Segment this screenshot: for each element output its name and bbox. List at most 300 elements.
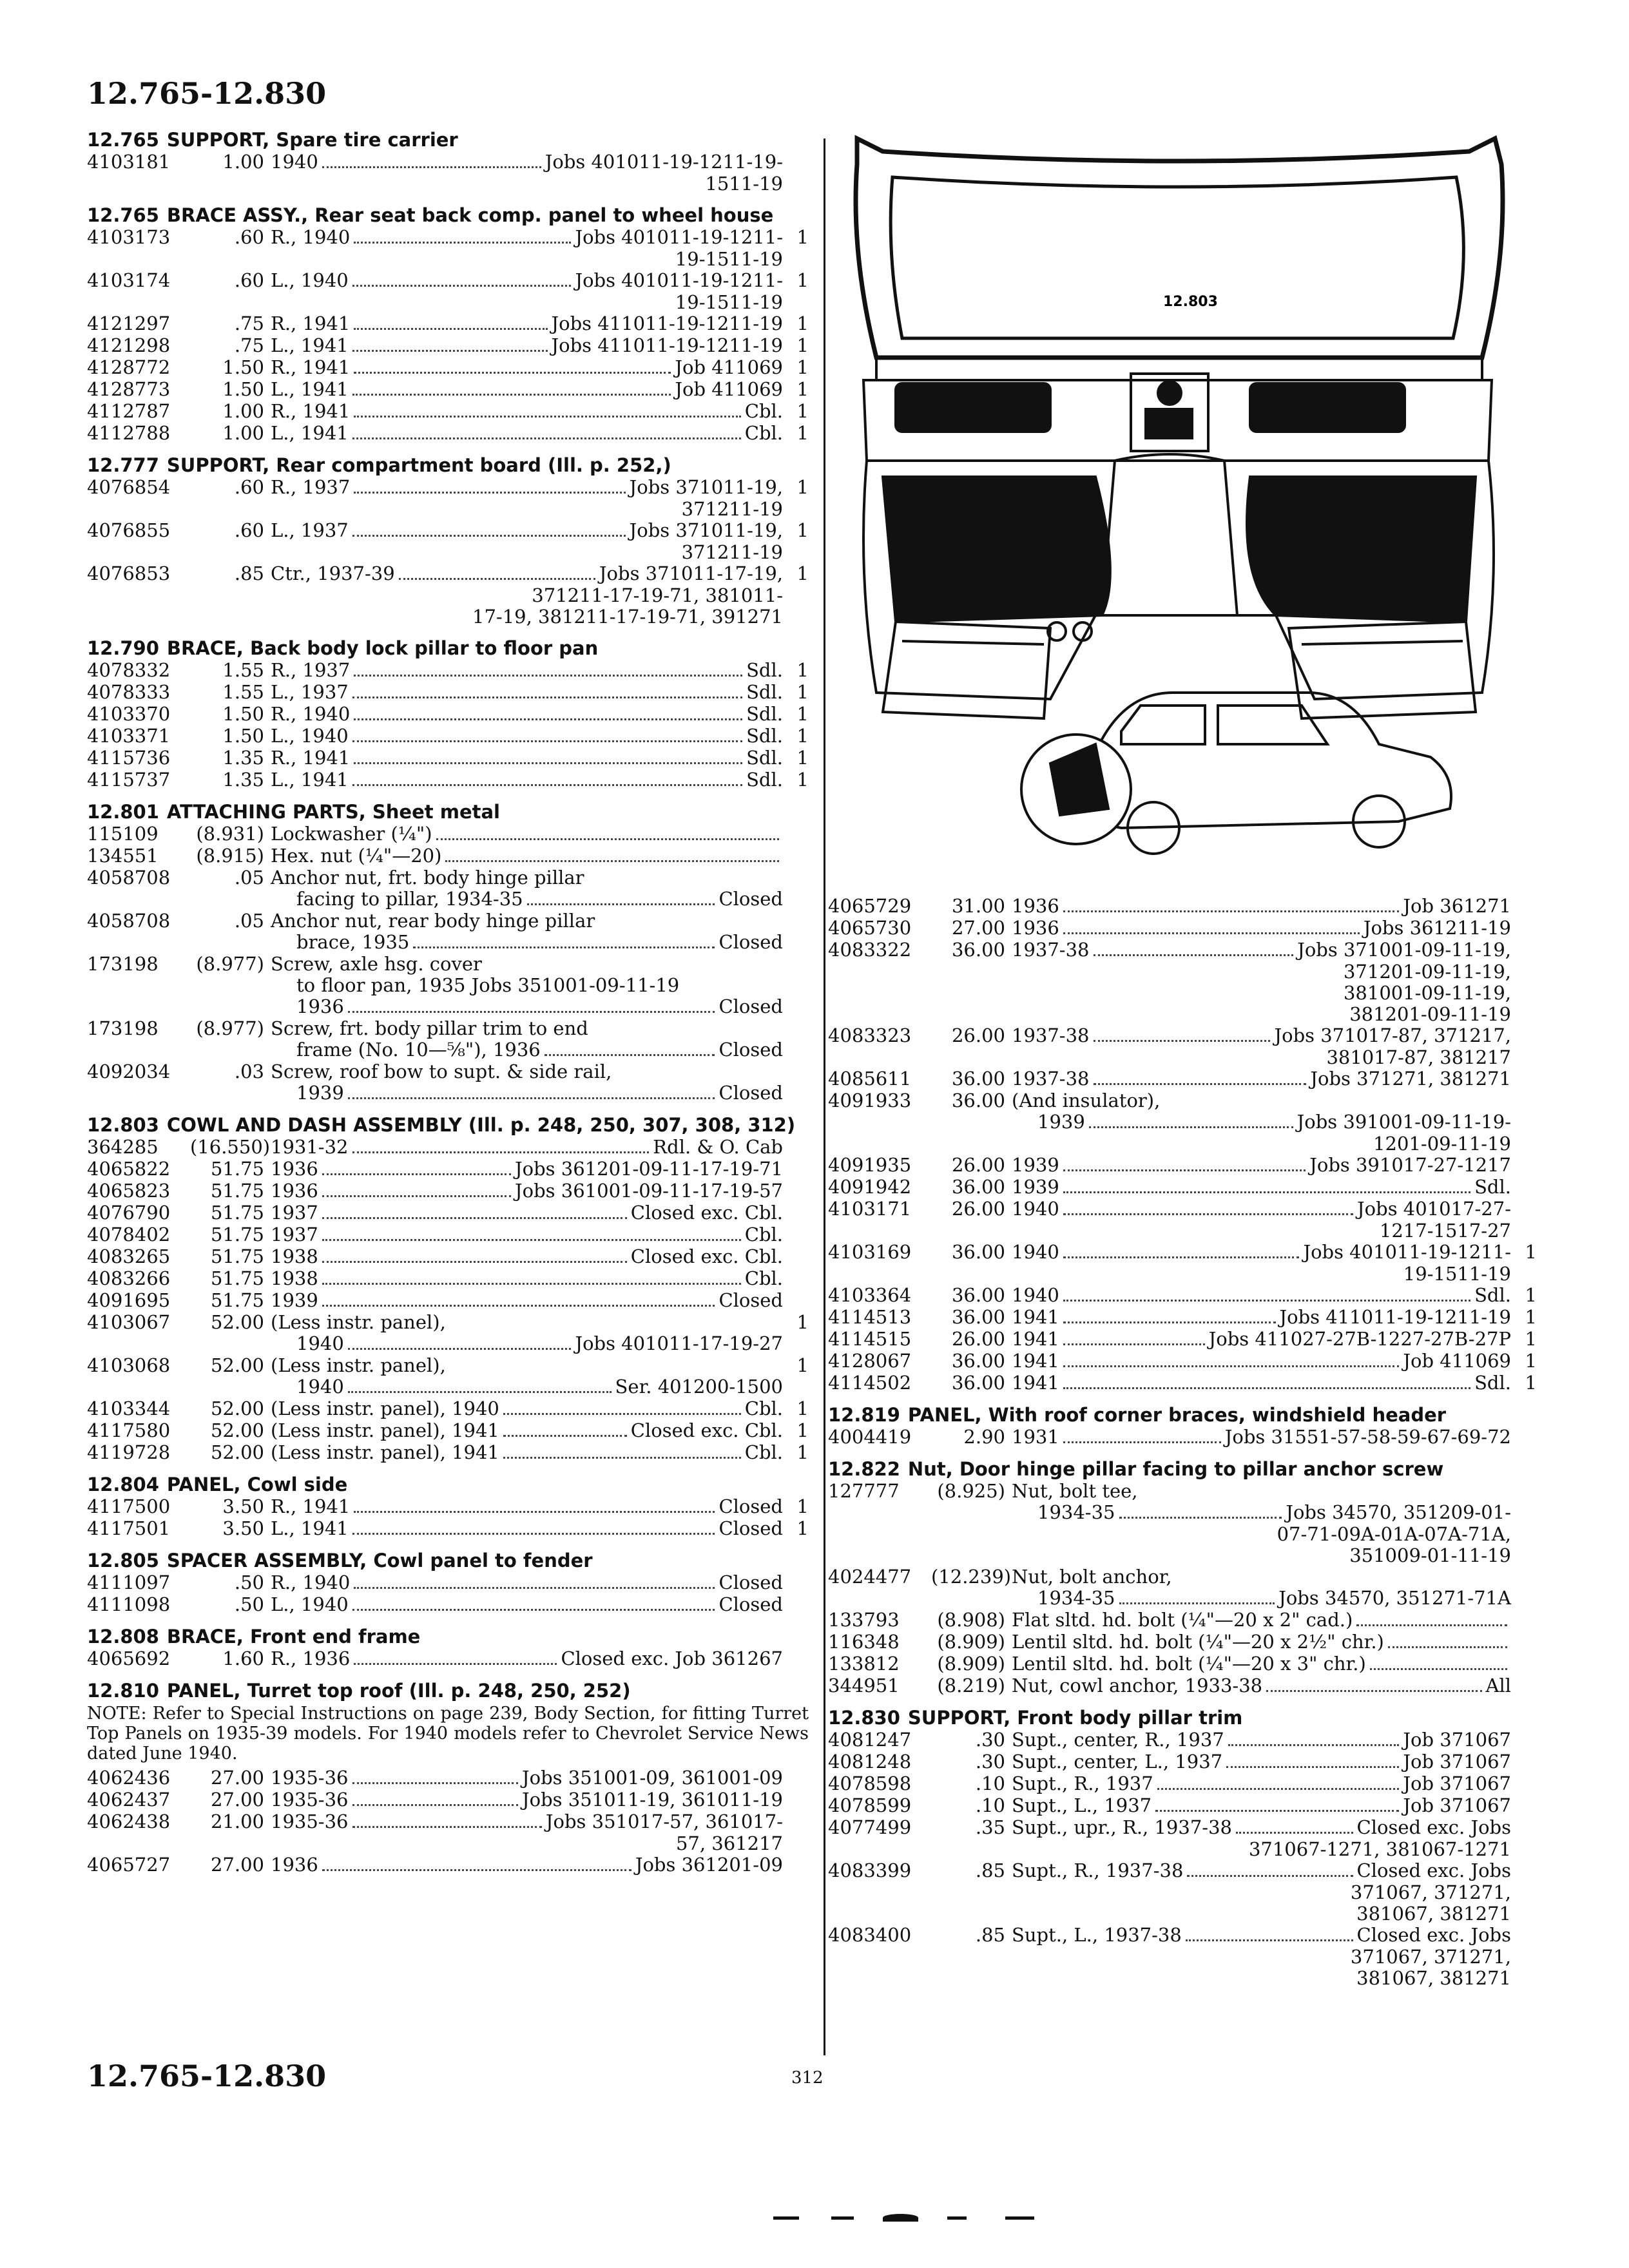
part-row — [828, 1675, 1537, 1697]
application-text: Sdl. — [746, 747, 783, 769]
description-line — [271, 357, 783, 379]
part-quantity: 1 — [796, 312, 809, 334]
part-number: 4115736 — [87, 747, 171, 769]
part-number: 4114515 — [828, 1328, 912, 1350]
part-row — [87, 1018, 809, 1061]
description-line — [1012, 1545, 1511, 1566]
description-text: Flat sltd. hd. bolt (¼"—20 x 2" cad.) — [1012, 1609, 1353, 1631]
dot-leader — [322, 1173, 511, 1175]
part-number: 4078598 — [828, 1773, 912, 1794]
application-text: Jobs 401011-19-1211- — [575, 269, 783, 291]
part-price: .10 — [975, 1773, 1005, 1794]
part-quantity — [1518, 1729, 1537, 1751]
description-line — [271, 151, 783, 173]
part-description — [271, 401, 783, 423]
description-line — [271, 1496, 783, 1518]
part-price: 51.75 — [210, 1180, 264, 1202]
description-text: Nut, bolt tee, — [1012, 1480, 1138, 1502]
description-text: Anchor nut, rear body hinge pillar — [271, 910, 595, 932]
part-row — [828, 1653, 1537, 1675]
application-text: Job 411069 — [1403, 1350, 1511, 1372]
application-text: 371067, 371271, — [1350, 1946, 1511, 1968]
description-text: 1940 — [1012, 1241, 1059, 1263]
description-text: 1937-38 — [1012, 939, 1090, 961]
description-text: Hex. nut (¼"—20) — [271, 845, 442, 867]
part-description — [1012, 1795, 1511, 1817]
application-text: 1201-09-11-19 — [1373, 1133, 1511, 1155]
part-description — [271, 1312, 783, 1355]
application-text: Rdl. & O. Cab — [653, 1136, 783, 1158]
part-number: 4119728 — [87, 1441, 171, 1463]
part-description — [271, 1355, 783, 1398]
application-text: 381001-09-11-19, — [1343, 982, 1511, 1004]
part-number: 4103173 — [87, 226, 171, 248]
dot-leader — [348, 1391, 612, 1393]
dot-leader — [445, 860, 779, 862]
part-description — [271, 335, 783, 357]
description-line — [1012, 1675, 1511, 1697]
part-number: 116348 — [828, 1631, 900, 1653]
part-quantity: 1 — [796, 747, 809, 769]
part-price: .85 — [975, 1924, 1005, 1946]
part-quantity — [789, 1061, 809, 1104]
description-line — [271, 1039, 783, 1061]
application-text: Job 361271 — [1403, 895, 1511, 917]
section-heading — [87, 1114, 809, 1137]
part-quantity: 1 — [796, 659, 809, 681]
description-text: 1939 — [271, 1289, 318, 1311]
part-quantity — [789, 1202, 809, 1224]
part-number: 4103364 — [828, 1284, 912, 1306]
part-row — [87, 910, 809, 954]
dot-leader — [1089, 1126, 1293, 1128]
part-price: 31.00 — [951, 895, 1005, 917]
description-line — [1012, 1004, 1511, 1025]
description-line — [271, 823, 783, 845]
part-quantity — [1518, 918, 1537, 939]
dot-leader — [1063, 1365, 1400, 1367]
part-price: 51.75 — [210, 1267, 264, 1289]
description-line — [271, 1594, 783, 1616]
part-price: 1.55 — [222, 659, 264, 681]
description-line — [1012, 1773, 1511, 1795]
application-text: 57, 361217 — [675, 1832, 783, 1854]
dot-leader — [348, 1011, 715, 1013]
description-line — [1012, 1925, 1511, 1946]
part-number: 133793 — [828, 1609, 900, 1631]
part-description — [271, 1158, 783, 1180]
part-row — [87, 1442, 809, 1464]
part-description — [1012, 1329, 1511, 1350]
part-price: 1.50 — [222, 378, 264, 400]
description-text: L., 1941 — [271, 769, 349, 791]
part-price: 36.00 — [951, 1090, 1005, 1111]
section-title: SUPPORT, Spare tire carrier — [166, 129, 458, 151]
application-text: Job 411069 — [675, 378, 783, 400]
part-number: 4121297 — [87, 312, 171, 334]
part-row — [828, 1198, 1537, 1242]
section-title: SUPPORT, Rear compartment board (Ill. p. 252,) — [166, 454, 671, 476]
description-line — [271, 1518, 783, 1540]
application-text: Closed exc. Jobs — [1356, 1816, 1511, 1838]
section-heading — [87, 637, 809, 660]
description-text: R., 1940 — [271, 226, 351, 248]
section-title: SUPPORT, Front body pillar trim — [907, 1707, 1243, 1729]
part-description — [271, 954, 783, 1018]
part-quantity: 1 — [1525, 1328, 1537, 1350]
description-text: L., 1941 — [271, 1517, 349, 1539]
application-text: Sdl. — [746, 769, 783, 791]
application-text: Closed — [718, 888, 783, 910]
part-description — [1012, 1566, 1511, 1610]
dot-leader — [352, 1782, 518, 1784]
part-quantity: 1 — [796, 476, 809, 498]
part-description — [271, 769, 783, 791]
description-line — [1012, 1524, 1511, 1545]
part-description — [1012, 1155, 1511, 1177]
description-line — [271, 704, 783, 726]
application-text: Closed exc. Jobs — [1356, 1860, 1511, 1881]
part-description — [1012, 1631, 1511, 1653]
part-row — [87, 867, 809, 910]
application-text: Job 371067 — [1403, 1794, 1511, 1816]
description-text: Lockwasher (¼") — [271, 823, 432, 845]
description-text: 1931-32 — [271, 1136, 349, 1158]
part-number: 4103068 — [87, 1354, 171, 1376]
description-text: frame (No. 10—⅝"), 1936 — [296, 1039, 541, 1061]
description-text: L., 1937 — [271, 519, 349, 541]
part-row — [828, 1860, 1537, 1925]
description-line — [271, 520, 783, 542]
part-description — [271, 1137, 783, 1158]
dot-leader — [352, 784, 742, 786]
description-line — [271, 1290, 783, 1312]
application-text: Jobs 401017-27- — [1357, 1198, 1511, 1220]
part-row — [87, 1496, 809, 1518]
part-quantity — [1518, 1198, 1537, 1242]
part-row — [87, 1648, 809, 1670]
description-line — [1012, 961, 1511, 983]
dot-leader — [1063, 1213, 1353, 1215]
application-text: Cbl. — [744, 400, 783, 422]
part-quantity: 1 — [1525, 1306, 1537, 1328]
description-text: L., 1941 — [271, 334, 349, 356]
description-text: Supt., upr., R., 1937-38 — [1012, 1816, 1232, 1838]
part-quantity: 1 — [796, 378, 809, 400]
application-text: Closed — [718, 931, 783, 953]
description-text: 1934-35 — [1037, 1587, 1115, 1609]
part-row — [828, 1773, 1537, 1795]
parts-section — [828, 896, 1537, 1394]
section-number: 12.790 — [87, 637, 159, 659]
section-heading — [87, 204, 809, 227]
part-price: 27.00 — [210, 1854, 264, 1876]
description-line — [1012, 1329, 1511, 1350]
description-text: 1939 — [1037, 1111, 1085, 1133]
part-price: 36.00 — [951, 1068, 1005, 1090]
description-line — [271, 1811, 783, 1833]
part-price: .50 — [234, 1593, 264, 1615]
part-price: 52.00 — [210, 1419, 264, 1441]
description-text: L., 1937 — [271, 681, 349, 703]
part-quantity — [1518, 1860, 1537, 1925]
dot-leader — [1063, 1191, 1470, 1193]
part-number: 4091935 — [828, 1154, 912, 1176]
part-description — [271, 682, 783, 704]
dot-leader — [354, 492, 625, 494]
part-price: .60 — [234, 476, 264, 498]
description-line — [1012, 1242, 1511, 1264]
description-line — [1012, 1566, 1511, 1588]
part-price: 51.75 — [210, 1202, 264, 1224]
application-text: Job 371067 — [1403, 1729, 1511, 1751]
cowl-dash-illustration — [838, 126, 1521, 870]
section-heading — [87, 1626, 809, 1648]
description-text: L., 1940 — [271, 269, 349, 291]
part-price: 36.00 — [951, 1372, 1005, 1394]
part-number: 173198 — [87, 953, 159, 975]
part-row — [87, 682, 809, 704]
part-quantity — [1518, 1025, 1537, 1068]
description-text: R., 1941 — [271, 400, 351, 422]
application-text: Cbl. — [744, 422, 783, 444]
description-text: R., 1941 — [271, 356, 351, 378]
part-number: 4117500 — [87, 1495, 171, 1517]
description-text: 1936 — [1012, 895, 1059, 917]
application-text: Closed exc. Cbl. — [630, 1245, 783, 1267]
part-description — [271, 1442, 783, 1464]
part-number: 364285 — [87, 1136, 159, 1158]
description-line — [1012, 918, 1511, 939]
application-text: Cbl. — [744, 1267, 783, 1289]
part-number: 4083266 — [87, 1267, 171, 1289]
part-price: .30 — [975, 1729, 1005, 1751]
application-text: 371067-1271, 381067-1271 — [1248, 1838, 1511, 1860]
description-line — [271, 1312, 783, 1333]
description-line — [1012, 1372, 1511, 1394]
page-footer-range: 12.765-12.830 — [87, 2059, 327, 2093]
part-quantity — [789, 1158, 809, 1180]
application-text: Jobs 31551-57-58-59-67-69-72 — [1224, 1426, 1511, 1448]
part-quantity — [789, 1767, 809, 1789]
description-line — [271, 1224, 783, 1246]
description-text: Screw, axle hsg. cover — [271, 953, 482, 975]
section-number: 12.803 — [87, 1114, 159, 1136]
part-price: 36.00 — [951, 1284, 1005, 1306]
part-description — [271, 563, 783, 628]
dot-leader — [545, 1054, 715, 1056]
part-number: 4103174 — [87, 269, 171, 291]
description-text: Screw, roof bow to supt. & side rail, — [271, 1061, 612, 1082]
dot-leader — [354, 372, 671, 374]
part-row — [87, 563, 809, 628]
part-description — [271, 726, 783, 747]
parts-section — [87, 1550, 809, 1616]
part-description — [271, 910, 783, 954]
section-heading — [87, 1474, 809, 1496]
scan-mark — [831, 2216, 854, 2220]
section-heading — [87, 1550, 809, 1572]
part-row — [828, 1925, 1537, 1989]
parts-section — [828, 1707, 1537, 1989]
part-description — [271, 1202, 783, 1224]
part-price: 52.00 — [210, 1441, 264, 1463]
part-price: (12.239) — [931, 1566, 1012, 1588]
application-text: Closed — [718, 1082, 783, 1104]
part-number: 4065692 — [87, 1648, 171, 1669]
part-number: 344951 — [828, 1675, 900, 1696]
dot-leader — [352, 285, 572, 287]
application-text: Closed exc. Cbl. — [630, 1202, 783, 1224]
description-line — [1012, 1198, 1511, 1220]
dot-leader — [1063, 1300, 1470, 1302]
parts-section — [87, 637, 809, 791]
description-line — [271, 227, 783, 249]
application-text: 371211-19 — [681, 498, 783, 520]
application-text: Job 371067 — [1403, 1751, 1511, 1773]
part-quantity — [789, 1224, 809, 1246]
part-quantity: 1 — [796, 1398, 809, 1419]
part-number: 4103067 — [87, 1311, 171, 1333]
parts-section — [87, 454, 809, 628]
part-price: (8.977) — [196, 953, 264, 975]
description-line — [271, 845, 783, 867]
part-price: 3.50 — [222, 1517, 264, 1539]
part-quantity: 1 — [796, 269, 809, 291]
part-price: 1.35 — [222, 747, 264, 769]
part-quantity — [789, 867, 809, 910]
part-description — [1012, 1068, 1511, 1090]
part-row — [828, 1307, 1537, 1329]
application-text: Closed exc. Cbl. — [630, 1419, 783, 1441]
description-text: (Less instr. panel), 1940 — [271, 1398, 499, 1419]
section-title: BRACE, Front end frame — [166, 1626, 421, 1648]
description-text: 1940 — [296, 1376, 344, 1398]
part-quantity: 1 — [796, 769, 809, 791]
part-quantity: 1 — [796, 703, 809, 725]
description-text: 1941 — [1012, 1350, 1059, 1372]
application-text: 381017-87, 381217 — [1326, 1046, 1511, 1068]
part-number: 4103181 — [87, 151, 171, 173]
parts-section — [87, 801, 809, 1104]
section-title: SPACER ASSEMBLY, Cowl panel to fender — [166, 1550, 593, 1571]
description-line — [271, 747, 783, 769]
description-line — [271, 867, 783, 889]
application-text: Closed — [718, 1039, 783, 1061]
dot-leader — [354, 718, 742, 720]
part-price: 51.75 — [210, 1158, 264, 1180]
part-quantity: 1 — [796, 334, 809, 356]
description-line — [1012, 983, 1511, 1004]
application-text: 381067, 381271 — [1356, 1903, 1511, 1925]
parts-section — [87, 1680, 809, 1876]
description-line — [271, 1355, 783, 1376]
part-quantity: 1 — [1525, 1241, 1537, 1263]
part-row — [87, 1355, 809, 1398]
part-description — [1012, 1653, 1511, 1675]
description-text: Screw, frt. body pillar trim to end — [271, 1017, 588, 1039]
section-number: 12.810 — [87, 1680, 159, 1702]
application-text: Closed exc. Job 361267 — [561, 1648, 783, 1669]
application-text: Jobs 361201-09 — [635, 1854, 783, 1876]
part-description — [271, 867, 783, 910]
description-line — [271, 1376, 783, 1398]
application-text: Closed — [718, 1571, 783, 1593]
dot-leader — [352, 697, 742, 698]
description-text: 1936 — [296, 995, 344, 1017]
part-description — [271, 313, 783, 335]
application-text: Jobs 371011-19, — [629, 476, 783, 498]
dot-leader — [1356, 1624, 1507, 1626]
part-row — [87, 1158, 809, 1180]
description-text: 1936 — [271, 1180, 318, 1202]
description-text: R., 1940 — [271, 703, 351, 725]
application-text: Closed — [718, 995, 783, 1017]
dot-leader — [352, 1151, 650, 1153]
part-price: .75 — [234, 312, 264, 334]
part-quantity: 1 — [1525, 1372, 1537, 1394]
part-row — [87, 477, 809, 520]
part-price: .05 — [234, 910, 264, 932]
part-row — [828, 1090, 1537, 1155]
part-price: .35 — [975, 1816, 1005, 1838]
dot-leader — [399, 578, 595, 580]
part-description — [271, 1018, 783, 1061]
description-line — [271, 1061, 783, 1082]
part-number: 4058708 — [87, 910, 171, 932]
part-description — [271, 1398, 783, 1420]
part-description — [271, 1224, 783, 1246]
part-number: 4076855 — [87, 519, 171, 541]
application-text: 07-71-09A-01A-07A-71A, — [1277, 1523, 1511, 1545]
dot-leader — [1063, 1321, 1276, 1323]
parts-section — [87, 204, 809, 445]
description-line — [271, 1420, 783, 1442]
part-quantity — [1518, 896, 1537, 918]
part-price: 1.55 — [222, 681, 264, 703]
application-text: 351009-01-11-19 — [1349, 1544, 1511, 1566]
dot-leader — [1094, 954, 1294, 956]
description-line — [1012, 1903, 1511, 1925]
section-title: PANEL, With roof corner braces, windshield header — [907, 1404, 1447, 1426]
parts-section — [828, 1458, 1537, 1697]
description-text: to floor pan, 1935 Jobs 351001-09-11-19 — [296, 974, 680, 996]
part-description — [271, 151, 783, 195]
part-quantity — [1518, 1773, 1537, 1795]
dot-leader — [1370, 1668, 1507, 1670]
description-line — [1012, 1631, 1511, 1653]
description-line — [271, 542, 783, 563]
part-row — [828, 1068, 1537, 1090]
section-title: BRACE, Back body lock pillar to floor pan — [166, 637, 599, 659]
dot-leader — [352, 1826, 542, 1828]
description-line — [1012, 1968, 1511, 1989]
part-description — [1012, 1481, 1511, 1566]
description-line — [1012, 1860, 1511, 1882]
application-text: Jobs 371001-09-11-19, — [1297, 939, 1511, 961]
section-number: 12.804 — [87, 1474, 159, 1495]
part-row — [828, 1795, 1537, 1817]
part-quantity: 1 — [796, 1441, 809, 1463]
part-number: 4065823 — [87, 1180, 171, 1202]
part-row — [87, 1811, 809, 1854]
part-number: 4103370 — [87, 703, 171, 725]
part-number: 4065729 — [828, 895, 912, 917]
part-row — [87, 1290, 809, 1312]
part-description — [271, 423, 783, 445]
part-row — [828, 1631, 1537, 1653]
part-number: 4117501 — [87, 1517, 171, 1539]
